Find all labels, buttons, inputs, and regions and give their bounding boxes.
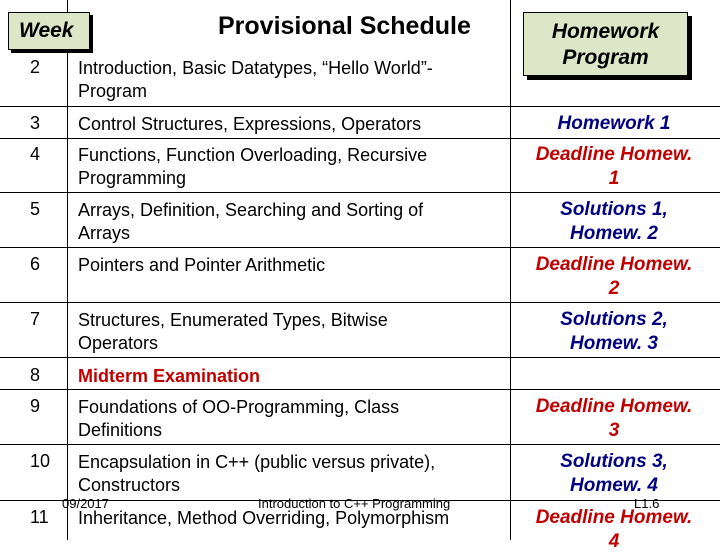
topic-line1: Encapsulation in C++ (public versus private), bbox=[78, 452, 436, 472]
homework-item bbox=[510, 450, 718, 498]
topic-text bbox=[78, 309, 498, 355]
homework-line1: Deadline Homew. bbox=[535, 396, 693, 417]
week-number: 4 bbox=[30, 144, 41, 164]
homework-line1: Solutions 2, bbox=[560, 309, 668, 330]
week-column-label: Week bbox=[8, 12, 90, 50]
column-divider-left bbox=[67, 0, 68, 540]
homework-label-line2: Program bbox=[562, 46, 649, 69]
row-divider bbox=[0, 247, 720, 248]
topic-text bbox=[78, 254, 498, 277]
homework-line2: 3 bbox=[608, 420, 620, 441]
topic-text bbox=[78, 396, 498, 442]
week-number: 6 bbox=[30, 254, 41, 274]
row-divider bbox=[0, 106, 720, 107]
week-number: 10 bbox=[30, 451, 51, 471]
homework-item bbox=[510, 112, 718, 136]
homework-item bbox=[510, 395, 718, 443]
topic-line2: Definitions bbox=[78, 420, 163, 440]
homework-line1: Deadline Homew. bbox=[535, 507, 693, 528]
week-number: 7 bbox=[30, 309, 41, 329]
week-number: 11 bbox=[30, 507, 49, 527]
homework-line1: Homework 1 bbox=[557, 113, 671, 134]
week-number: 8 bbox=[30, 365, 41, 385]
homework-item bbox=[510, 253, 718, 301]
row-divider bbox=[0, 302, 720, 303]
topic-line1: Midterm Examination bbox=[78, 366, 261, 386]
week-number: 3 bbox=[30, 113, 41, 133]
topic-line2: Arrays bbox=[78, 223, 131, 243]
homework-line1: Solutions 3, bbox=[560, 451, 668, 472]
homework-line2: 4 bbox=[608, 531, 620, 552]
homework-item bbox=[510, 143, 718, 191]
footer-slide-number: L1.6 bbox=[634, 496, 660, 511]
topic-text bbox=[78, 113, 498, 136]
week-number: 2 bbox=[30, 57, 41, 77]
week-number: 9 bbox=[30, 396, 41, 416]
topic-line1: Foundations of OO-Programming, Class bbox=[78, 397, 400, 417]
footer-date: 09/2017 bbox=[62, 496, 109, 511]
week-number: 5 bbox=[30, 199, 41, 219]
row-divider bbox=[0, 357, 720, 358]
homework-line1: Deadline Homew. bbox=[535, 144, 693, 165]
topic-text bbox=[78, 451, 498, 497]
topic-line1: Control Structures, Expressions, Operators bbox=[78, 114, 422, 134]
homework-line2: 2 bbox=[608, 278, 620, 299]
topic-line1: Pointers and Pointer Arithmetic bbox=[78, 255, 326, 275]
topic-line2: Operators bbox=[78, 333, 159, 353]
topic-text bbox=[78, 144, 498, 190]
footer-course: Introduction to C++ Programming bbox=[258, 496, 451, 511]
homework-item bbox=[510, 506, 718, 554]
topic-line2: Constructors bbox=[78, 475, 181, 495]
homework-item bbox=[510, 198, 718, 246]
topic-text bbox=[78, 199, 498, 245]
midterm-examination bbox=[78, 365, 498, 388]
homework-line2: Homew. 3 bbox=[570, 333, 658, 354]
topic-line1: Introduction, Basic Datatypes, “Hello World”- bbox=[78, 58, 433, 78]
row-divider bbox=[0, 138, 720, 139]
topic-line1: Inheritance, Method Overriding, Polymorphism bbox=[78, 508, 450, 528]
homework-line1: Solutions 1, bbox=[560, 199, 668, 220]
homework-label-line1: Homework bbox=[551, 20, 660, 43]
row-divider bbox=[0, 389, 720, 390]
homework-line1: Deadline Homew. bbox=[535, 254, 693, 275]
row-divider bbox=[0, 444, 720, 445]
homework-program-label bbox=[523, 12, 688, 76]
page-title: Provisional Schedule bbox=[218, 12, 471, 40]
topic-line1: Functions, Function Overloading, Recursive bbox=[78, 145, 428, 165]
homework-line2: Homew. 4 bbox=[570, 475, 658, 496]
topic-line1: Structures, Enumerated Types, Bitwise bbox=[78, 310, 388, 330]
homework-item bbox=[510, 308, 718, 356]
topic-line2: Programming bbox=[78, 168, 187, 188]
row-divider bbox=[0, 192, 720, 193]
homework-line2: 1 bbox=[608, 168, 620, 189]
topic-line2: Program bbox=[78, 81, 148, 101]
topic-text bbox=[78, 57, 498, 103]
homework-line2: Homew. 2 bbox=[570, 223, 658, 244]
topic-line1: Arrays, Definition, Searching and Sorting of bbox=[78, 200, 424, 220]
